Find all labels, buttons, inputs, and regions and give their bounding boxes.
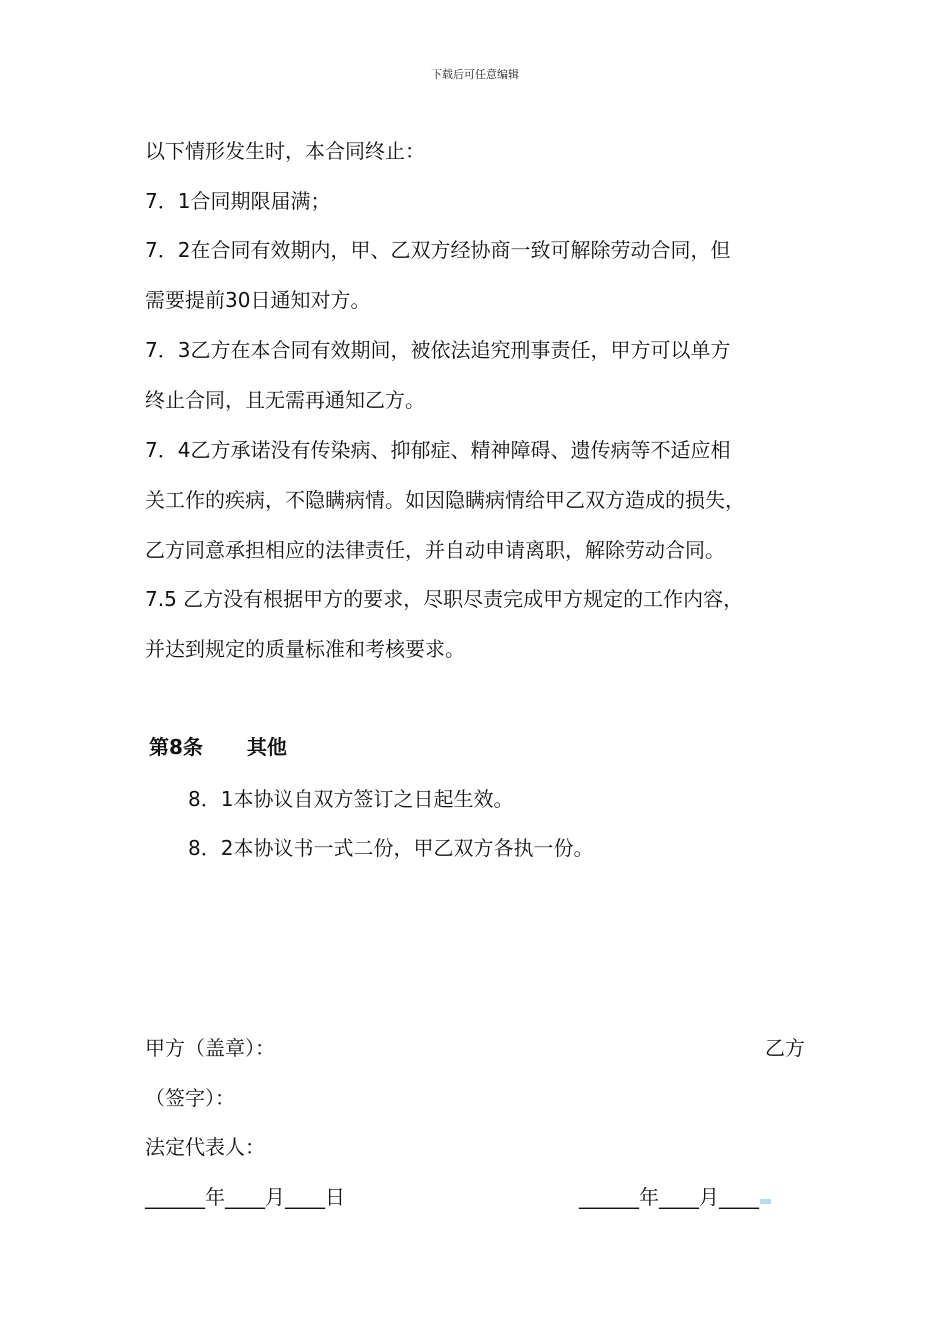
article-8-number: 第8条 <box>149 735 203 759</box>
clause-7-3-line-2: 终止合同，且无需再通知乙方。 <box>145 388 425 412</box>
text-cursor-mark <box>760 1199 771 1204</box>
clause-7-5-line-2: 并达到规定的质量标准和考核要求。 <box>145 637 465 661</box>
clause-7-4-line-3: 乙方同意承担相应的法律责任，并自动申请离职，解除劳动合同。 <box>145 538 725 562</box>
clause-8-1: 8．1本协议自双方签订之日起生效。 <box>188 787 514 811</box>
article-8-heading <box>149 734 287 760</box>
clause-8-2: 8．2本协议书一式二份，甲乙双方各执一份。 <box>188 836 594 860</box>
article-8-title: 其他 <box>246 735 287 759</box>
clause-7-5-line-1: 7.5 乙方没有根据甲方的要求，尽职尽责完成甲方规定的工作内容， <box>145 587 744 611</box>
intro-text: 以下情形发生时，本合同终止： <box>145 139 425 163</box>
clause-7-2-line-2: 需要提前30日通知对方。 <box>145 288 371 312</box>
party-b-label: 乙方 <box>765 1036 805 1060</box>
party-a-seal-label: 甲方（盖章）： <box>145 1036 275 1060</box>
date-right-row <box>579 1184 771 1210</box>
clause-7-2-line-1: 7．2在合同有效期内，甲、乙双方经协商一致可解除劳动合同，但 <box>145 238 731 262</box>
legal-representative-label: 法定代表人： <box>145 1135 265 1159</box>
clause-7-4-line-2: 关工作的疾病，不隐瞒病情。如因隐瞒病情给甲乙双方造成的损失， <box>145 488 745 512</box>
date-right: ______年____月____ <box>579 1185 759 1209</box>
clause-7-1: 7．1合同期限届满； <box>145 189 331 213</box>
clause-7-3-line-1: 7．3乙方在本合同有效期间，被依法追究刑事责任，甲方可以单方 <box>145 338 731 362</box>
page-header: 下载后可任意编辑 <box>431 68 519 81</box>
party-b-sign-label: （签字）： <box>145 1086 235 1110</box>
date-left: ______年____月____日 <box>145 1185 345 1209</box>
clause-7-4-line-1: 7．4乙方承诺没有传染病、抑郁症、精神障碍、遗传病等不适应相 <box>145 438 731 462</box>
